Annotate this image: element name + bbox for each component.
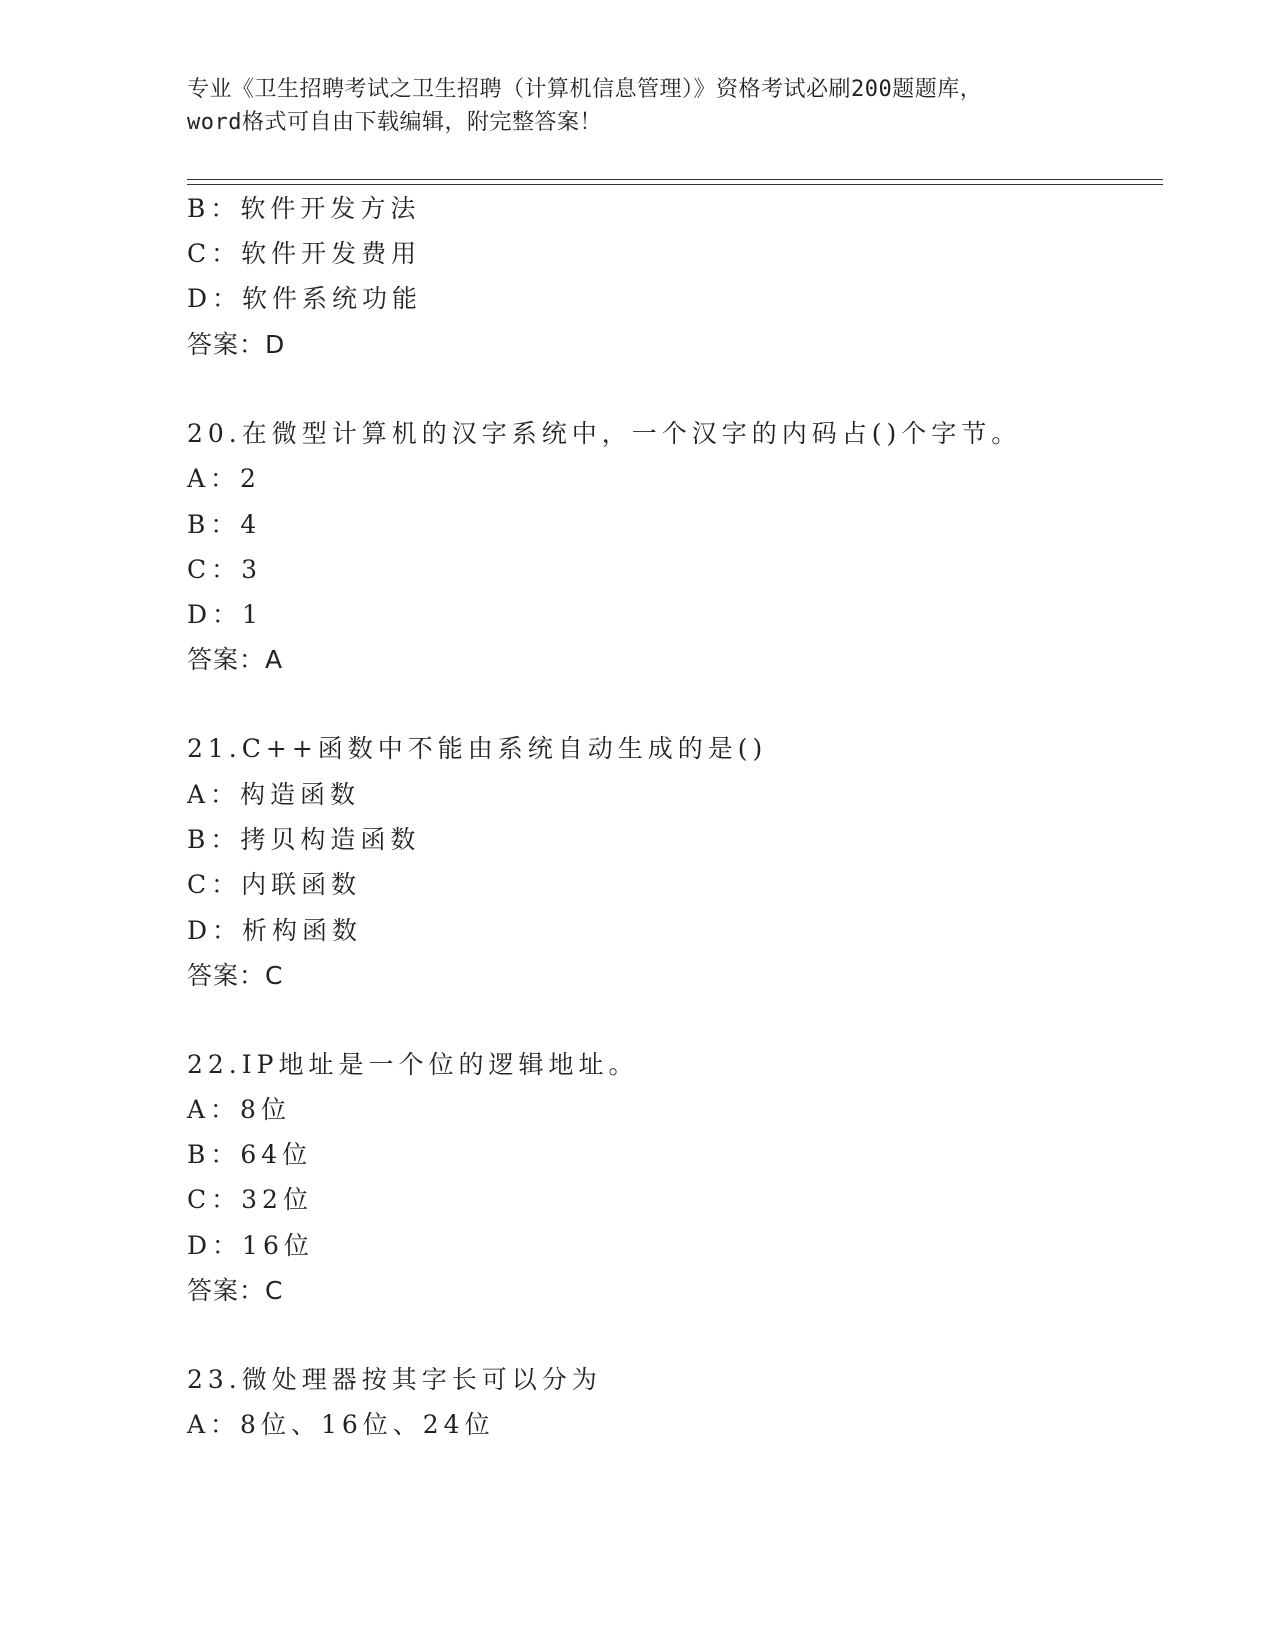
- q22-answer: 答案：C: [187, 1276, 284, 1305]
- q23-question: 23.微处理器按其字长可以分为: [187, 1365, 602, 1394]
- q21-option-a: A：构造函数: [187, 780, 361, 809]
- q19-option-d: D：软件系统功能: [187, 284, 423, 313]
- header-divider-top: [187, 179, 1163, 180]
- q22-option-a: A：8位: [187, 1095, 291, 1124]
- q22-option-c: C：32位: [187, 1185, 313, 1214]
- q20-option-c: C：3: [187, 555, 263, 584]
- q20-option-a: A：2: [187, 464, 261, 493]
- header-line-2: word格式可自由下载编辑，附完整答案！: [187, 110, 602, 135]
- q21-option-b: B：拷贝构造函数: [187, 825, 421, 854]
- q22-question: 22.IP地址是一个位的逻辑地址。: [187, 1050, 639, 1079]
- q19-option-c: C：软件开发费用: [187, 239, 422, 268]
- q21-answer: 答案：C: [187, 961, 284, 990]
- q19-option-b: B：软件开发方法: [187, 194, 421, 223]
- q21-question: 21.C++函数中不能由系统自动生成的是(): [187, 734, 768, 763]
- q20-question: 20.在微型计算机的汉字系统中，一个汉字的内码占()个字节。: [187, 419, 1022, 448]
- q20-option-b: B：4: [187, 510, 262, 539]
- q19-answer: 答案：D: [187, 330, 286, 359]
- q21-option-d: D：析构函数: [187, 916, 363, 945]
- q20-option-d: D：1: [187, 600, 263, 629]
- document-header: [187, 73, 1107, 139]
- q20-answer: 答案：A: [187, 645, 284, 674]
- q21-option-c: C：内联函数: [187, 870, 362, 899]
- header-line-1: 专业《卫生招聘考试之卫生招聘（计算机信息管理）》资格考试必刷200题题库，: [187, 77, 983, 102]
- q22-option-b: B：64位: [187, 1140, 313, 1169]
- q22-option-d: D：16位: [187, 1231, 314, 1260]
- header-divider-bottom: [187, 184, 1163, 185]
- q23-option-a: A：8位、16位、24位: [187, 1410, 495, 1439]
